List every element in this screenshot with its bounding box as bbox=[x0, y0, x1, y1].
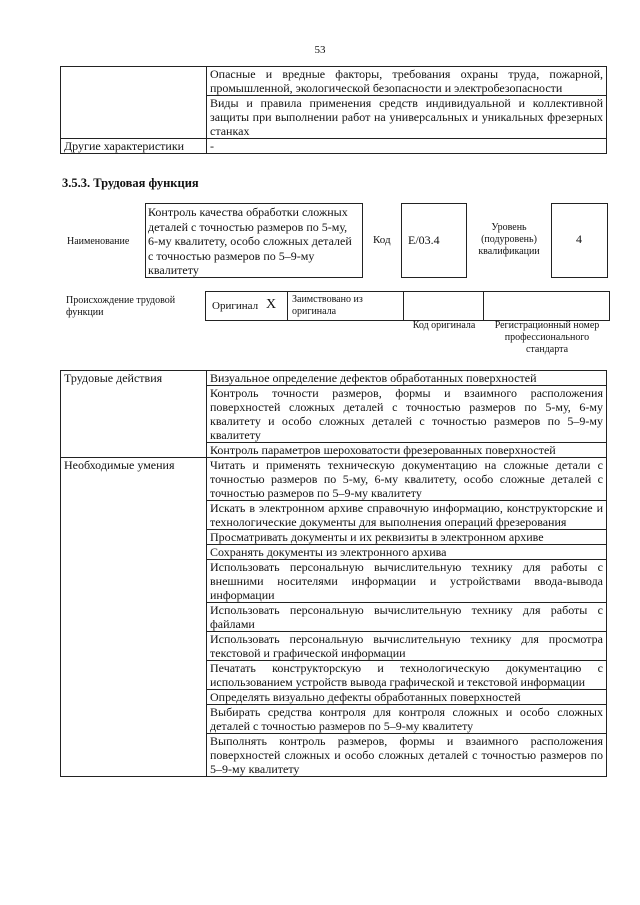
table-cell: Читать и применять техническую документацию на сложные детали с точностью размеров по 5-му, 6-му квалитету, особо сложные деталей с точностью размеров по 5–9-му квалитету bbox=[207, 458, 607, 501]
row-label: Трудовые действия bbox=[61, 371, 207, 458]
table-cell: Просматривать документы и их реквизиты в электронном архиве bbox=[207, 530, 607, 545]
table-row bbox=[61, 67, 607, 96]
table-cell: Визуальное определение дефектов обработанных поверхностей bbox=[207, 371, 607, 386]
level-label: Уровень (подуровень) квалификации bbox=[478, 222, 540, 257]
table-cell: Использовать персональную вычислительную технику для работы с внешними носителями информации и устройствами ввода-вывода информации bbox=[207, 560, 607, 603]
table-cell: Использовать персональную вычислительную технику для работы с файлами bbox=[207, 603, 607, 632]
original-label: Оригинал bbox=[212, 300, 259, 312]
origin-label: Происхождение трудовой функции bbox=[66, 295, 176, 318]
table-row bbox=[61, 458, 607, 501]
table-cell: Контроль точности размеров, формы и взаимного расположения поверхностей сложных деталей с точностью размеров по 5-му, 6-му квалитету и особо сложных деталей с точностью размеров по 5–9-му квалитету bbox=[207, 386, 607, 443]
code-value: E/03.4 bbox=[408, 233, 440, 247]
borrowed-label: Заимствовано из оригинала bbox=[292, 294, 363, 317]
level-value: 4 bbox=[576, 232, 582, 246]
original-mark: X bbox=[266, 297, 277, 312]
table-cell: Виды и правила применения средств индивидуальной и коллективной защиты при выполнении работ на универсальных и уникальных фрезерных станках bbox=[207, 96, 607, 139]
table-cell: Выбирать средства контроля для контроля сложных и особо сложных деталей с точностью размеров по 5–9-му квалитету bbox=[207, 705, 607, 734]
table-cell: Определять визуально дефекты обработанных поверхностей bbox=[207, 690, 607, 705]
table-row bbox=[61, 371, 607, 386]
table-cell: Печатать конструкторскую и технологическую документацию с использованием устройств вывода графической и текстовой информации bbox=[207, 661, 607, 690]
code-original-label: Код оригинала bbox=[412, 320, 476, 331]
reg-number-label: Регистрационный номер профессионального стандарта bbox=[494, 320, 600, 355]
row-label: Другие характеристики bbox=[61, 139, 207, 154]
row-label: Необходимые умения bbox=[61, 458, 207, 777]
name-label: Наименование bbox=[67, 236, 130, 247]
page-number: 53 bbox=[314, 44, 326, 56]
table-cell: - bbox=[207, 139, 607, 154]
table-cell: Контроль параметров шероховатости фрезерованных поверхностей bbox=[207, 443, 607, 458]
characteristics-table bbox=[60, 66, 607, 154]
name-value: Контроль качества обработки сложных деталей с точностью размеров по 5-му, 6-му квалитету, особо сложных деталей с точностью размеров по 5–9-му квалитету bbox=[148, 205, 352, 277]
table-cell: Выполнять контроль размеров, формы и взаимного расположения поверхностей сложных и особо сложных деталей с точностью размеров по 5–9-му квалитету bbox=[207, 734, 607, 777]
row-label bbox=[61, 67, 207, 139]
table-cell: Искать в электронном архиве справочную информацию, конструкторские и технологические документы для выполнения операций фрезерования bbox=[207, 501, 607, 530]
functions-table bbox=[60, 370, 607, 777]
code-label: Код bbox=[373, 234, 391, 246]
section-title: 3.5.3. Трудовая функция bbox=[62, 176, 199, 190]
table-cell: Использовать персональную вычислительную технику для просмотра текстовой и графической информации bbox=[207, 632, 607, 661]
table-cell: Опасные и вредные факторы, требования охраны труда, пожарной, промышленной, экологической безопасности и электробезопасности bbox=[207, 67, 607, 96]
table-cell: Сохранять документы из электронного архива bbox=[207, 545, 607, 560]
table-row bbox=[61, 139, 607, 154]
